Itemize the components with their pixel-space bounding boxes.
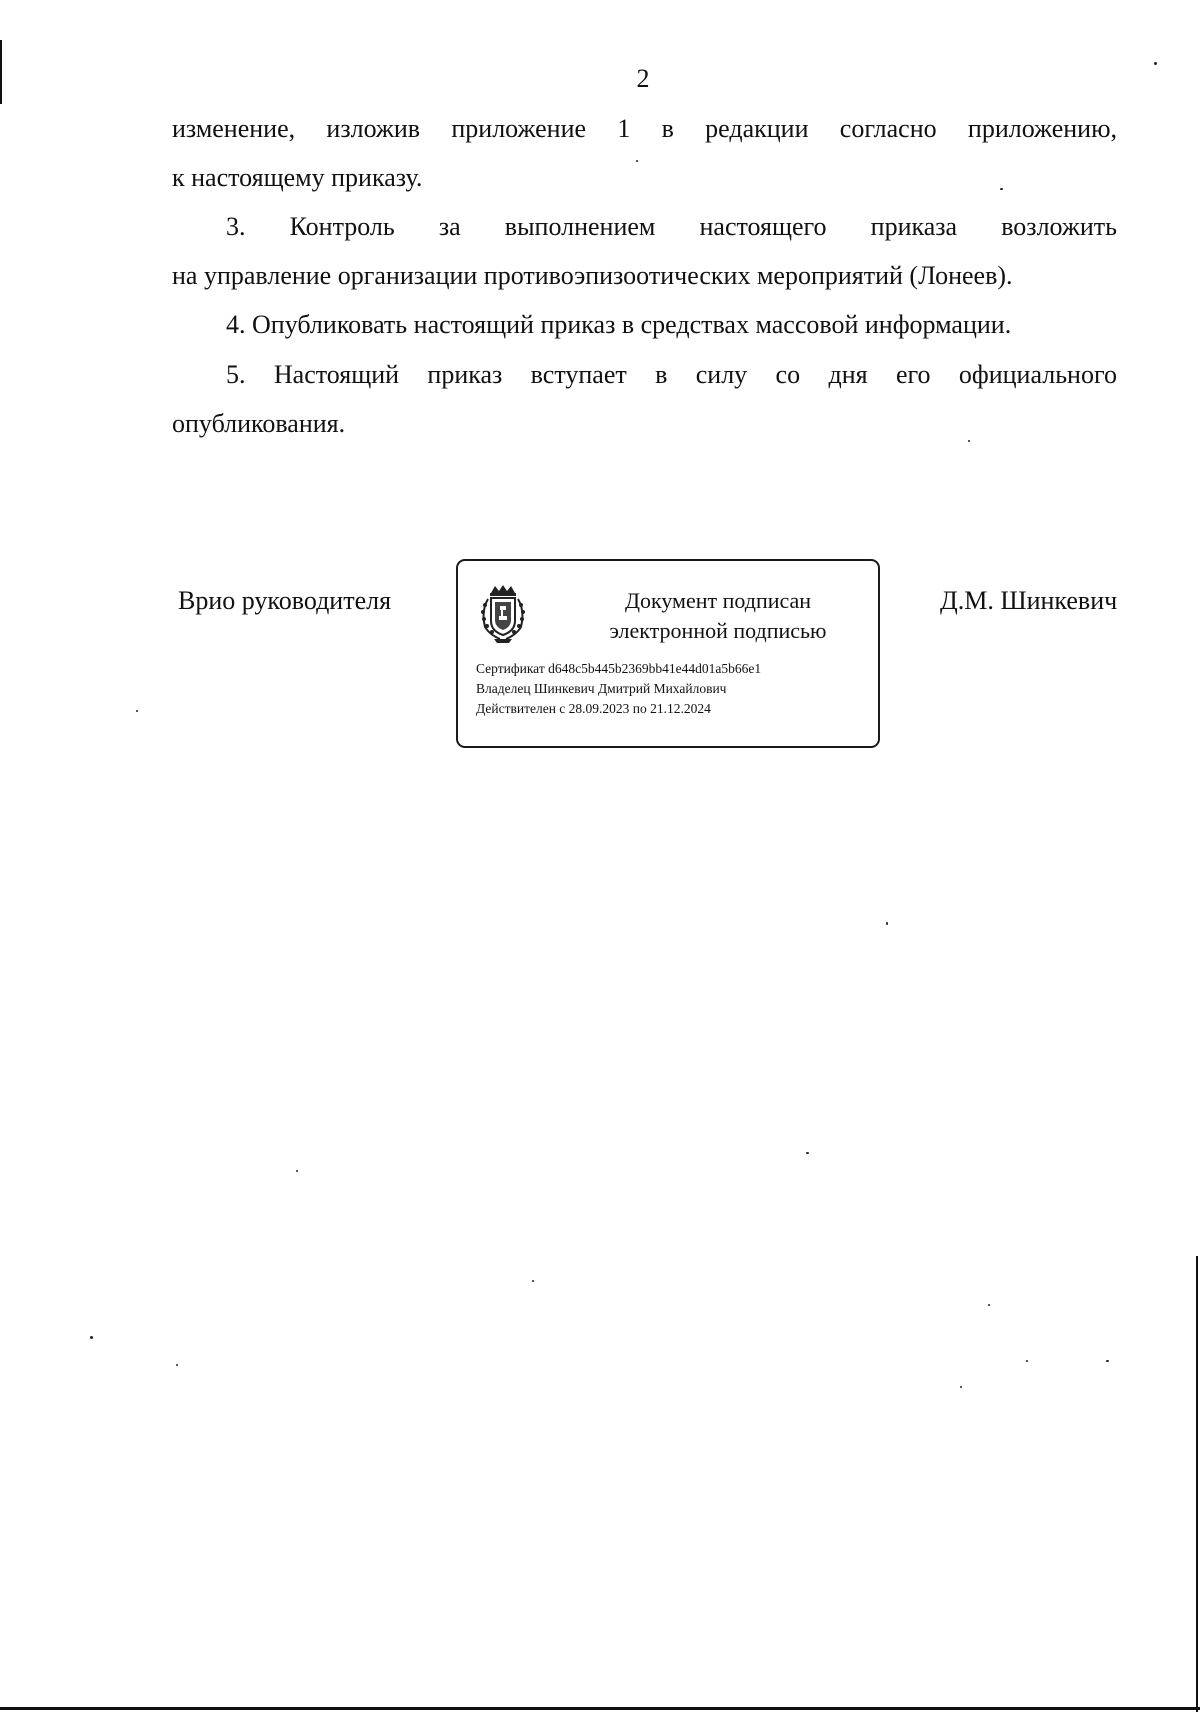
stamp-validity: Действителен с 28.09.2023 по 21.12.2024 [476,701,711,716]
scan-speck [1106,1360,1109,1362]
paragraph-line: к настоящему приказу. [172,163,423,192]
paragraph-3 [172,202,1117,300]
stamp-title-line: электронной подписью [609,618,827,643]
scan-speck [90,1336,93,1339]
scan-edge-bottom [0,1707,1200,1710]
scan-speck [1026,1360,1028,1362]
paragraph-line: изменение, изложив приложение 1 в редакции согласно приложению, [172,114,1117,143]
paragraph-line: на управление организации противоэпизоотических мероприятий (Лонеев). [172,261,1013,290]
stamp-title-line: Документ подписан [624,588,812,613]
paragraph-5 [172,350,1117,448]
scan-speck [960,1386,962,1388]
scan-speck [806,1152,809,1154]
signatory-position: Врио руководителя [178,586,392,615]
e-signature-stamp [456,559,880,748]
signatory-name: Д.М. Шинкевич [940,586,1118,615]
scan-speck [136,710,138,712]
paragraph-4 [172,300,1117,349]
paragraph-line: опубликования. [172,409,346,438]
scan-speck [988,1304,990,1306]
scan-speck [532,1280,534,1282]
paragraph-line: 5. Настоящий приказ вступает в силу со дня его официального [226,360,1117,389]
paragraph-2-continuation [172,104,1117,202]
scan-speck [296,1170,298,1172]
stamp-title [568,586,868,646]
scan-speck [886,922,888,925]
scan-edge-right [1196,1256,1198,1712]
paragraph-line: 4. Опубликовать настоящий приказ в средствах массовой информации. [226,310,1012,339]
coat-of-arms-icon [476,583,530,645]
paragraph-line: 3. Контроль за выполнением настоящего приказа возложить [226,212,1117,241]
scan-speck [176,1364,178,1366]
stamp-owner: Владелец Шинкевич Дмитрий Михайлович [476,681,727,696]
page-number: 2 [636,64,650,93]
stamp-certificate: Сертификат d648c5b445b2369bb41e44d01a5b66e1 [476,661,762,676]
stamp-details [476,659,761,719]
